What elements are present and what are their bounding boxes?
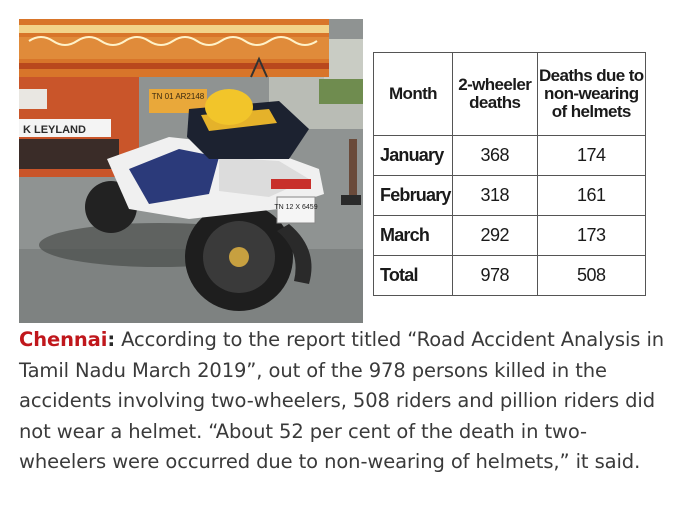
header-helmet-deaths: Deaths due to non-wearing of helmets — [537, 53, 645, 136]
helmet-deaths-total-cell: 508 — [537, 256, 645, 296]
truck-brand-label: K LEYLAND — [23, 124, 86, 136]
dateline: Chennai — [19, 328, 108, 351]
table-header-row — [374, 53, 646, 136]
helmet-deaths-cell: 161 — [537, 176, 645, 216]
month-cell: March — [374, 216, 453, 256]
two-wheeler-deaths-total-cell: 978 — [452, 256, 537, 296]
bike-plate-label: TN 12 X 6459 — [274, 204, 318, 211]
helmet-deaths-cell: 173 — [537, 216, 645, 256]
month-cell: January — [374, 136, 453, 176]
month-cell: February — [374, 176, 453, 216]
helmet-deaths-cell: 174 — [537, 136, 645, 176]
truck-plate-label: TN 01 AR2148 — [151, 92, 205, 101]
table-row — [374, 136, 646, 176]
table-row — [374, 216, 646, 256]
table-row — [374, 176, 646, 216]
dateline-separator: : — [107, 328, 116, 351]
header-two-wheeler-deaths: 2-wheeler deaths — [452, 53, 537, 136]
two-wheeler-deaths-cell: 318 — [452, 176, 537, 216]
header-month: Month — [374, 53, 453, 136]
two-wheeler-deaths-cell: 292 — [452, 216, 537, 256]
article-paragraph — [19, 325, 669, 478]
accident-photo — [19, 19, 363, 323]
article-body: According to the report titled “Road Accident Analysis in Tamil Nadu March 2019”, out of the 978 persons killed in the accidents involving two-wheelers, 508 riders and pillion riders did not wear a helmet. “About 52 per cent of the death in two-wheelers were occurred due to non-wearing of helmets,” it said. — [19, 328, 665, 473]
two-wheeler-deaths-cell: 368 — [452, 136, 537, 176]
total-label-cell: Total — [374, 256, 453, 296]
table-total-row — [374, 256, 646, 296]
accident-stats-table — [373, 52, 646, 296]
